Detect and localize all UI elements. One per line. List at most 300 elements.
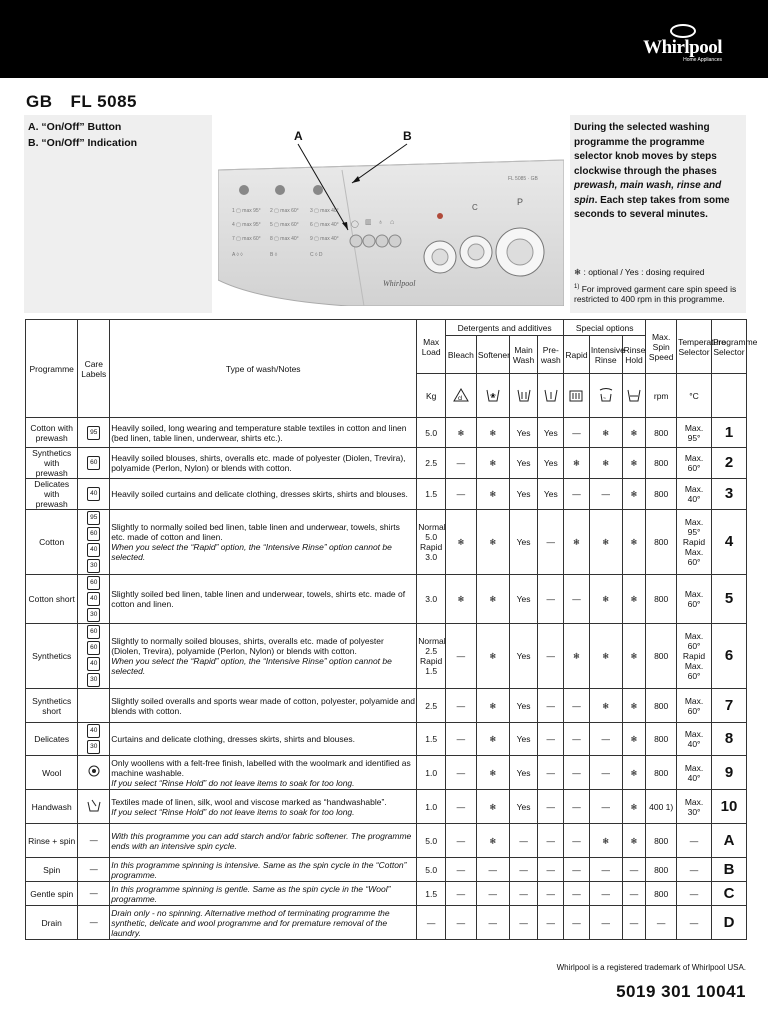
- cell-intensive: —: [589, 906, 622, 940]
- cell-intensive: ❄: [589, 624, 622, 689]
- brand-name: Whirlpool: [643, 37, 722, 58]
- programme-name: Cotton with prewash: [26, 418, 78, 448]
- cell-pre: Yes: [538, 418, 564, 448]
- cell-main: Yes: [509, 510, 538, 575]
- cell-main: —: [509, 882, 538, 906]
- cell-main: Yes: [509, 479, 538, 510]
- svg-text:8 ▢ max 40°: 8 ▢ max 40°: [270, 236, 299, 242]
- cell-softener: ❄: [476, 824, 509, 858]
- cell-load: 1.5: [417, 723, 446, 756]
- rinse-hold-icon: [622, 374, 646, 418]
- selector-position: D: [711, 906, 746, 940]
- cell-pre: Yes: [538, 448, 564, 479]
- wash-notes: [110, 510, 417, 575]
- header-softener: Softener: [476, 336, 509, 374]
- cell-softener: ❄: [476, 448, 509, 479]
- cell-spin: 800: [646, 882, 677, 906]
- cell-spin: 800: [646, 418, 677, 448]
- header-programme: Programme: [26, 320, 78, 418]
- svg-text:C ◊ D: C ◊ D: [310, 252, 323, 258]
- cell-pre: —: [538, 624, 564, 689]
- care-labels: [78, 479, 110, 510]
- notes-italic: Drain only - no spinning. Alternative method of terminating programme the synthetic, delicate and wool programme and for premature removal of the laundry.: [111, 907, 390, 938]
- cell-main: Yes: [509, 689, 538, 723]
- bleach-icon: [446, 374, 477, 418]
- cell-temp: Max. 60° Rapid Max. 60°: [677, 624, 712, 689]
- wash-notes: [110, 418, 417, 448]
- wash-temp-label-icon: 30: [87, 608, 100, 622]
- panel-display: FL 5085 · GB: [508, 176, 538, 182]
- svg-text:3 ▢ max 40°: 3 ▢ max 40°: [310, 208, 339, 214]
- selector-position: C: [711, 882, 746, 906]
- cell-temp: Max. 40°: [677, 756, 712, 790]
- cell-softener: ❄: [476, 575, 509, 624]
- cell-bleach: —: [446, 689, 477, 723]
- header-max-load: Max Load: [417, 320, 446, 374]
- cell-rapid: ❄: [564, 510, 590, 575]
- cell-intensive: ❄: [589, 575, 622, 624]
- cell-main: Yes: [509, 624, 538, 689]
- cell-rapid: ❄: [564, 448, 590, 479]
- header-main-wash: Main Wash: [509, 336, 538, 374]
- cell-main: Yes: [509, 723, 538, 756]
- cell-spin: 800: [646, 448, 677, 479]
- cell-spin: 800: [646, 824, 677, 858]
- header-detergents: Detergents and additives: [446, 320, 564, 336]
- cell-load: 2.5: [417, 689, 446, 723]
- cell-hold: ❄: [622, 418, 646, 448]
- svg-text:9 ▢ max 40°: 9 ▢ max 40°: [310, 236, 339, 242]
- panel-logo: Whirlpool: [383, 279, 416, 288]
- wash-temp-label-icon: 30: [87, 673, 100, 687]
- cell-pre: —: [538, 689, 564, 723]
- cell-spin: 800: [646, 858, 677, 882]
- cell-bleach: ❄: [446, 575, 477, 624]
- notes-italic: In this programme spinning is intensive. Same as the spin cycle in the “Cotton” programme.: [111, 859, 407, 880]
- cell-hold: ❄: [622, 510, 646, 575]
- cell-temp: —: [677, 882, 712, 906]
- programme-name: Spin: [26, 858, 78, 882]
- cell-pre: —: [538, 882, 564, 906]
- main-wash-icon: [509, 374, 538, 418]
- table-row: [26, 858, 747, 882]
- cell-bleach: —: [446, 906, 477, 940]
- care-label-none: —: [89, 835, 98, 845]
- table-row: [26, 624, 747, 689]
- programme-name: Delicates: [26, 723, 78, 756]
- info-italic: prewash, main wash, rinse and spin: [574, 180, 722, 206]
- programme-name: Rinse + spin: [26, 824, 78, 858]
- cell-bleach: —: [446, 448, 477, 479]
- notes-text: Heavily soiled, long wearing and temperature stable textiles in cotton and linen (bed linen, table linen, underwear, shirts etc.).: [111, 422, 407, 443]
- wash-temp-label-icon: 60: [87, 641, 100, 655]
- cell-spin: —: [646, 906, 677, 940]
- cell-hold: ❄: [622, 824, 646, 858]
- cell-spin: 800: [646, 689, 677, 723]
- wash-temp-label-icon: 95: [87, 511, 100, 525]
- care-label-none: —: [89, 864, 98, 874]
- legend-note: ❄ : optional / Yes : dosing required: [574, 266, 705, 277]
- footnote-text: For improved garment care spin speed is restricted to 400 rpm in this programme.: [574, 283, 737, 305]
- cell-pre: —: [538, 723, 564, 756]
- cell-pre: —: [538, 790, 564, 824]
- cell-bleach: —: [446, 858, 477, 882]
- cell-softener: —: [476, 906, 509, 940]
- logo-ring-icon: [670, 24, 696, 38]
- notes-text: Only woollens with a felt-free finish, labelled with the woolmark and identified as machine washable.: [111, 757, 411, 778]
- wash-temp-label-icon: 40: [87, 487, 100, 501]
- cell-rapid: —: [564, 882, 590, 906]
- cell-load: 3.0: [417, 575, 446, 624]
- svg-text:♁: ♁: [378, 219, 384, 226]
- prewash-icon: [538, 374, 564, 418]
- cell-rapid: —: [564, 858, 590, 882]
- cell-load: Normal 5.0 Rapid 3.0: [417, 510, 446, 575]
- selector-position: 8: [711, 723, 746, 756]
- selector-position: 2: [711, 448, 746, 479]
- svg-text:◯: ◯: [351, 221, 359, 228]
- cell-main: Yes: [509, 448, 538, 479]
- notes-text: Heavily soiled blouses, shirts, overalls etc. made of polyester (Diolen, Trevira), polyamide (Perlon, Nylon) or blends with cotton.: [111, 453, 406, 473]
- notes-text: Slightly soiled bed linen, table linen and underwear, towels, shirts etc. made of cotton and linen.: [111, 589, 406, 609]
- svg-text:7 ▢ max 60°: 7 ▢ max 60°: [232, 236, 261, 242]
- cell-load: 5.0: [417, 858, 446, 882]
- cell-hold: —: [622, 882, 646, 906]
- wash-notes: [110, 624, 417, 689]
- cell-softener: ❄: [476, 723, 509, 756]
- care-labels: [78, 448, 110, 479]
- cell-rapid: —: [564, 756, 590, 790]
- cell-temp: Max. 40°: [677, 479, 712, 510]
- svg-text:~: ~: [602, 395, 606, 402]
- cell-hold: ❄: [622, 479, 646, 510]
- notes-italic: If you select “Rinse Hold” do not leave items to soak for too long.: [111, 806, 355, 817]
- care-labels: [78, 858, 110, 882]
- table-row: [26, 479, 747, 510]
- selector-position: 9: [711, 756, 746, 790]
- header-type: Type of wash/Notes: [110, 320, 417, 418]
- cell-rapid: —: [564, 479, 590, 510]
- model-number: FL 5085: [70, 92, 138, 111]
- legend-b: B. “On/Off” Indication: [28, 137, 138, 149]
- programme-info-box: [570, 115, 746, 313]
- wash-notes: [110, 906, 417, 940]
- cell-spin: 800: [646, 510, 677, 575]
- table-row: [26, 824, 747, 858]
- cell-pre: —: [538, 756, 564, 790]
- notes-italic: When you select the “Rapid” option, the “Intensive Rinse” option cannot be selected.: [111, 656, 392, 676]
- wash-notes: [110, 575, 417, 624]
- care-labels: [78, 689, 110, 723]
- wash-notes: [110, 689, 417, 723]
- footnote-marker: 1): [574, 283, 580, 290]
- header-rinse-hold: Rinse Hold: [622, 336, 646, 374]
- softener-icon: [476, 374, 509, 418]
- svg-text:❀: ❀: [489, 392, 496, 400]
- cell-pre: —: [538, 858, 564, 882]
- svg-text:5 ▢ max 60°: 5 ▢ max 60°: [270, 222, 299, 228]
- wash-temp-label-icon: 60: [87, 576, 100, 590]
- cell-hold: ❄: [622, 790, 646, 824]
- cell-hold: ❄: [622, 448, 646, 479]
- wash-temp-label-icon: 60: [87, 456, 100, 470]
- programme-info-text: [574, 121, 742, 223]
- table-row: [26, 418, 747, 448]
- cell-temp: Max. 40°: [677, 723, 712, 756]
- notes-italic: If you select “Rinse Hold” do not leave items to soak for too long.: [111, 777, 355, 788]
- table-row: [26, 723, 747, 756]
- cell-main: Yes: [509, 575, 538, 624]
- cell-intensive: ❄: [589, 824, 622, 858]
- cell-rapid: —: [564, 790, 590, 824]
- wash-notes: [110, 479, 417, 510]
- programme-name: Drain: [26, 906, 78, 940]
- header-rpm: rpm: [646, 374, 677, 418]
- care-labels: [78, 624, 110, 689]
- table-row: [26, 575, 747, 624]
- header-prewash: Pre-wash: [538, 336, 564, 374]
- label-b: B: [403, 130, 412, 143]
- cell-load: Normal 2.5 Rapid 1.5: [417, 624, 446, 689]
- cell-bleach: ❄: [446, 418, 477, 448]
- cell-intensive: ❄: [589, 689, 622, 723]
- cell-bleach: —: [446, 824, 477, 858]
- wash-temp-label-icon: 30: [87, 559, 100, 573]
- header-care-labels: Care Labels: [78, 320, 110, 418]
- button-legend: [24, 115, 212, 313]
- wash-notes: [110, 858, 417, 882]
- cell-temp: Max. 95°: [677, 418, 712, 448]
- cell-bleach: —: [446, 756, 477, 790]
- cell-main: —: [509, 858, 538, 882]
- programme-name: Synthetics short: [26, 689, 78, 723]
- header-max-spin: Max. Spin Speed: [646, 320, 677, 374]
- svg-text:▥: ▥: [365, 219, 372, 226]
- selector-position: 7: [711, 689, 746, 723]
- programme-name: Handwash: [26, 790, 78, 824]
- cell-main: —: [509, 906, 538, 940]
- programme-name: Wool: [26, 756, 78, 790]
- cell-spin: 800: [646, 723, 677, 756]
- notes-italic: When you select the “Rapid” option, the “Intensive Rinse” option cannot be selected.: [111, 542, 392, 562]
- cell-intensive: —: [589, 790, 622, 824]
- wash-temp-label-icon: 40: [87, 657, 100, 671]
- header-bleach: Bleach: [446, 336, 477, 374]
- cell-main: Yes: [509, 756, 538, 790]
- intensive-rinse-icon: [589, 374, 622, 418]
- selector-position: 3: [711, 479, 746, 510]
- whirlpool-logo: [643, 24, 722, 63]
- wash-notes: [110, 756, 417, 790]
- cell-bleach: —: [446, 723, 477, 756]
- care-labels: [78, 882, 110, 906]
- cell-spin: 800: [646, 575, 677, 624]
- care-labels: [78, 510, 110, 575]
- cell-bleach: —: [446, 479, 477, 510]
- notes-text: Textiles made of linen, silk, wool and viscose marked as “handwashable”.: [111, 796, 387, 807]
- notes-text: Heavily soiled curtains and delicate clothing, dresses skirts, shirts and blouses.: [111, 489, 408, 499]
- cell-temp: —: [677, 858, 712, 882]
- svg-text:1 ▢ max 95°: 1 ▢ max 95°: [232, 208, 261, 214]
- svg-text:⌂: ⌂: [390, 219, 395, 226]
- cell-pre: —: [538, 906, 564, 940]
- country-code: GB: [26, 92, 53, 111]
- cell-pre: —: [538, 575, 564, 624]
- care-labels: [78, 824, 110, 858]
- cell-softener: ❄: [476, 689, 509, 723]
- cell-softener: ❄: [476, 479, 509, 510]
- cell-temp: Max. 60°: [677, 448, 712, 479]
- cell-softener: ❄: [476, 418, 509, 448]
- wash-temp-label-icon: 60: [87, 527, 100, 541]
- care-label-none: —: [89, 917, 98, 927]
- info-part-2: . Each step takes from some seconds to several minutes.: [574, 194, 730, 220]
- cell-temp: Max. 60°: [677, 689, 712, 723]
- cell-rapid: —: [564, 723, 590, 756]
- cell-main: Yes: [509, 790, 538, 824]
- svg-text:4 ▢ max 95°: 4 ▢ max 95°: [232, 222, 261, 228]
- wash-temp-label-icon: 60: [87, 625, 100, 639]
- cell-intensive: —: [589, 858, 622, 882]
- header-bar: [0, 0, 768, 78]
- cell-main: —: [509, 824, 538, 858]
- notes-italic: With this programme you can add starch and/or fabric softener. The programme ends with an intensive spin cycle.: [111, 830, 412, 851]
- cell-spin: 800: [646, 624, 677, 689]
- table-row: [26, 689, 747, 723]
- header-celsius: °C: [677, 374, 712, 418]
- selector-position: B: [711, 858, 746, 882]
- wash-notes: [110, 448, 417, 479]
- programme-name: Delicates with prewash: [26, 479, 78, 510]
- cell-intensive: —: [589, 723, 622, 756]
- knob-c-letter: C: [472, 203, 478, 212]
- cell-load: 5.0: [417, 824, 446, 858]
- cell-temp: Max. 60°: [677, 575, 712, 624]
- cell-temp: Max. 95° Rapid Max. 60°: [677, 510, 712, 575]
- svg-text:B ◊: B ◊: [270, 252, 278, 258]
- header-special: Special options: [564, 320, 646, 336]
- control-panel-svg: [218, 130, 564, 306]
- table-row: [26, 448, 747, 479]
- care-labels: [78, 756, 110, 790]
- cell-intensive: —: [589, 882, 622, 906]
- cell-load: 1.0: [417, 790, 446, 824]
- cell-intensive: —: [589, 479, 622, 510]
- cell-load: 2.5: [417, 448, 446, 479]
- cell-bleach: —: [446, 624, 477, 689]
- notes-italic: In this programme spinning is gentle. Same as the spin cycle in the “Wool” programme.: [111, 883, 391, 904]
- table-row: [26, 906, 747, 940]
- info-part-1: During the selected washing programme the programme selector knob moves by steps clockwise through the phases: [574, 122, 717, 177]
- cell-rapid: —: [564, 575, 590, 624]
- cell-main: Yes: [509, 418, 538, 448]
- cell-hold: ❄: [622, 756, 646, 790]
- header-intensive-rinse: Intensive Rinse: [589, 336, 622, 374]
- label-a: A: [294, 130, 303, 143]
- handwash-care-icon: [86, 798, 101, 811]
- care-labels: [78, 723, 110, 756]
- wool-care-icon: [86, 764, 101, 777]
- cell-temp: —: [677, 824, 712, 858]
- cell-softener: ❄: [476, 510, 509, 575]
- knob-p-letter: P: [517, 197, 524, 207]
- table-row: [26, 790, 747, 824]
- svg-text:A ◊ ◊: A ◊ ◊: [232, 252, 243, 258]
- header-kg: Kg: [417, 374, 446, 418]
- cell-spin: 800: [646, 479, 677, 510]
- cell-rapid: —: [564, 824, 590, 858]
- cell-softener: —: [476, 882, 509, 906]
- header-temperature: Temperature Selector: [677, 320, 712, 374]
- brand-sub: Home Appliances: [683, 57, 722, 63]
- cell-intensive: ❄: [589, 510, 622, 575]
- cell-hold: ❄: [622, 689, 646, 723]
- cell-spin: 400 1): [646, 790, 677, 824]
- cell-pre: —: [538, 510, 564, 575]
- wash-notes: [110, 824, 417, 858]
- cell-bleach: ❄: [446, 510, 477, 575]
- cell-load: 1.0: [417, 756, 446, 790]
- care-labels: [78, 906, 110, 940]
- svg-text:cl: cl: [457, 395, 463, 402]
- model-title: [26, 92, 137, 112]
- notes-text: Slightly to normally soiled bed linen, table linen and underwear, towels, shirts etc. made of cotton and linen.: [111, 522, 400, 542]
- cell-intensive: ❄: [589, 418, 622, 448]
- cell-hold: ❄: [622, 575, 646, 624]
- header-rapid: Rapid: [564, 336, 590, 374]
- wash-temp-label-icon: 30: [87, 740, 100, 754]
- cell-rapid: —: [564, 906, 590, 940]
- cell-softener: ❄: [476, 624, 509, 689]
- wash-temp-label-icon: 40: [87, 543, 100, 557]
- cell-temp: Max. 30°: [677, 790, 712, 824]
- cell-pre: —: [538, 824, 564, 858]
- care-labels: [78, 575, 110, 624]
- control-panel-illustration: [218, 130, 564, 306]
- header-selector-blank: [711, 374, 746, 418]
- care-labels: [78, 418, 110, 448]
- table-row: [26, 756, 747, 790]
- cell-pre: Yes: [538, 479, 564, 510]
- svg-text:6 ▢ max 40°: 6 ▢ max 40°: [310, 222, 339, 228]
- cell-bleach: —: [446, 882, 477, 906]
- cell-softener: —: [476, 858, 509, 882]
- svg-text:2 ▢ max 60°: 2 ▢ max 60°: [270, 208, 299, 214]
- care-label-none: —: [89, 888, 98, 898]
- selector-position: 6: [711, 624, 746, 689]
- wash-notes: [110, 723, 417, 756]
- cell-load: 1.5: [417, 882, 446, 906]
- programme-name: Synthetics: [26, 624, 78, 689]
- programme-name: Gentle spin: [26, 882, 78, 906]
- table-row: [26, 882, 747, 906]
- cell-load: —: [417, 906, 446, 940]
- footnote-1: [574, 282, 742, 306]
- programme-name: Cotton short: [26, 575, 78, 624]
- cell-hold: —: [622, 858, 646, 882]
- wash-temp-label-icon: 95: [87, 426, 100, 440]
- programme-name: Cotton: [26, 510, 78, 575]
- cell-intensive: ❄: [589, 448, 622, 479]
- trademark-note: Whirlpool is a registered trademark of Whirlpool USA.: [556, 963, 746, 972]
- legend-a: A. “On/Off” Button: [28, 121, 122, 133]
- wash-notes: [110, 790, 417, 824]
- notes-text: Curtains and delicate clothing, dresses skirts, shirts and blouses.: [111, 734, 355, 744]
- cell-softener: ❄: [476, 756, 509, 790]
- cell-hold: ❄: [622, 624, 646, 689]
- selector-position: 4: [711, 510, 746, 575]
- cell-temp: —: [677, 906, 712, 940]
